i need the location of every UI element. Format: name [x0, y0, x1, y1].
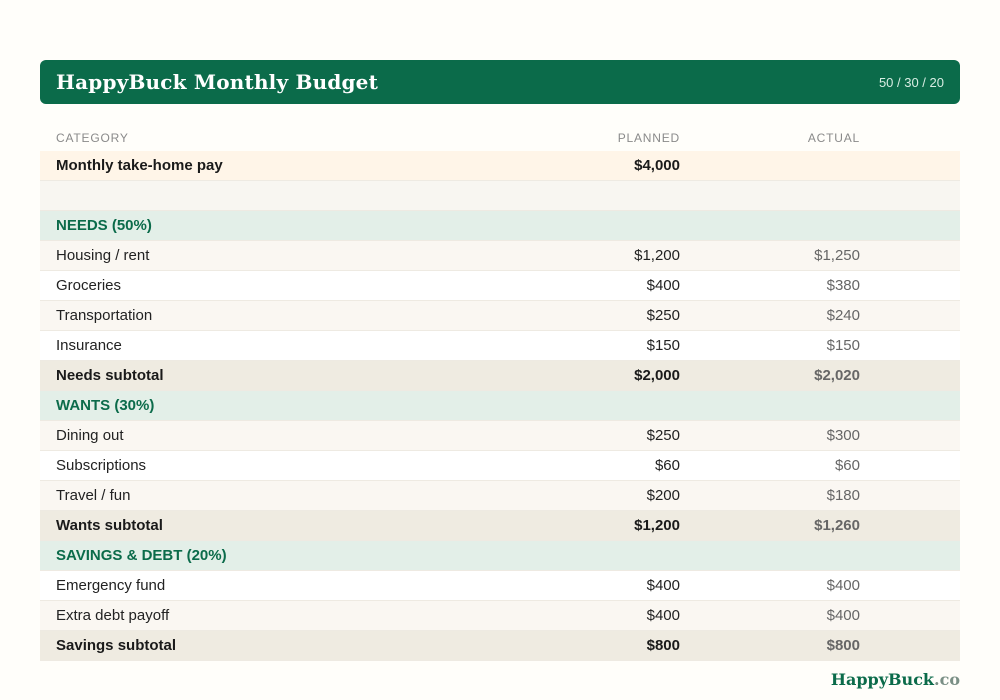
section-title: NEEDS (50%) — [56, 217, 152, 234]
row-planned: $1,200 — [634, 247, 680, 264]
subtotal-row-needs — [40, 361, 960, 391]
row-category: Transportation — [56, 307, 153, 324]
row-actual: $380 — [826, 277, 860, 294]
income-label: Monthly take-home pay — [56, 157, 223, 174]
subtotal-label: Needs subtotal — [56, 367, 164, 384]
row-category: Dining out — [56, 427, 124, 444]
section-header-wants — [40, 391, 960, 421]
row-category: Housing / rent — [56, 247, 150, 264]
budget-ratio-label: 50 / 30 / 20 — [878, 74, 944, 90]
subtotal-planned: $1,200 — [634, 517, 680, 534]
subtotal-label: Savings subtotal — [56, 637, 177, 654]
column-header-planned: PLANNED — [617, 130, 680, 145]
subtotal-row-savings — [40, 631, 960, 661]
table-header-row — [40, 124, 960, 151]
row-actual: $1,250 — [814, 247, 860, 264]
row-actual: $300 — [826, 427, 860, 444]
table-row — [40, 571, 960, 601]
table-row — [40, 481, 960, 511]
row-planned: $400 — [646, 577, 680, 594]
table-row — [40, 271, 960, 301]
budget-header — [40, 60, 960, 104]
row-planned: $250 — [646, 307, 680, 324]
table-row — [40, 601, 960, 631]
row-actual: $150 — [826, 337, 860, 354]
row-planned: $400 — [646, 277, 680, 294]
row-planned: $150 — [646, 337, 680, 354]
brand-logo — [831, 670, 960, 689]
table-row — [40, 451, 960, 481]
row-category: Groceries — [56, 277, 122, 294]
column-header-actual: ACTUAL — [807, 130, 860, 145]
row-actual: $240 — [826, 307, 860, 324]
table-row — [40, 421, 960, 451]
row-category: Insurance — [56, 337, 122, 354]
row-category: Subscriptions — [56, 457, 147, 474]
table-row — [40, 331, 960, 361]
row-planned: $250 — [646, 427, 680, 444]
subtotal-row-wants — [40, 511, 960, 541]
row-actual: $400 — [826, 607, 860, 624]
row-planned: $200 — [646, 487, 680, 504]
section-title: WANTS (30%) — [56, 397, 155, 414]
subtotal-actual: $800 — [826, 637, 860, 654]
income-row — [40, 151, 960, 181]
subtotal-planned: $2,000 — [634, 367, 680, 384]
row-actual: $180 — [826, 487, 860, 504]
row-actual: $400 — [826, 577, 860, 594]
row-planned: $60 — [654, 457, 680, 474]
row-category: Travel / fun — [56, 487, 131, 504]
brand-name: HappyBuck — [830, 670, 935, 689]
page-title: HappyBuck Monthly Budget — [56, 70, 379, 94]
subtotal-actual: $1,260 — [814, 517, 860, 534]
row-category: Extra debt payoff — [56, 607, 170, 624]
section-header-savings — [40, 541, 960, 571]
subtotal-planned: $800 — [646, 637, 680, 654]
income-planned: $4,000 — [634, 157, 680, 174]
table-row — [40, 241, 960, 271]
row-category: Emergency fund — [56, 577, 166, 594]
row-planned: $400 — [646, 607, 680, 624]
spacer-row — [40, 181, 960, 211]
budget-table — [40, 124, 960, 661]
table-row — [40, 301, 960, 331]
subtotal-label: Wants subtotal — [56, 517, 163, 534]
section-header-needs — [40, 211, 960, 241]
section-title: SAVINGS & DEBT (20%) — [56, 547, 227, 564]
brand-tld: .co — [934, 670, 960, 689]
row-actual: $60 — [834, 457, 860, 474]
subtotal-actual: $2,020 — [814, 367, 860, 384]
column-header-category: CATEGORY — [56, 130, 129, 145]
